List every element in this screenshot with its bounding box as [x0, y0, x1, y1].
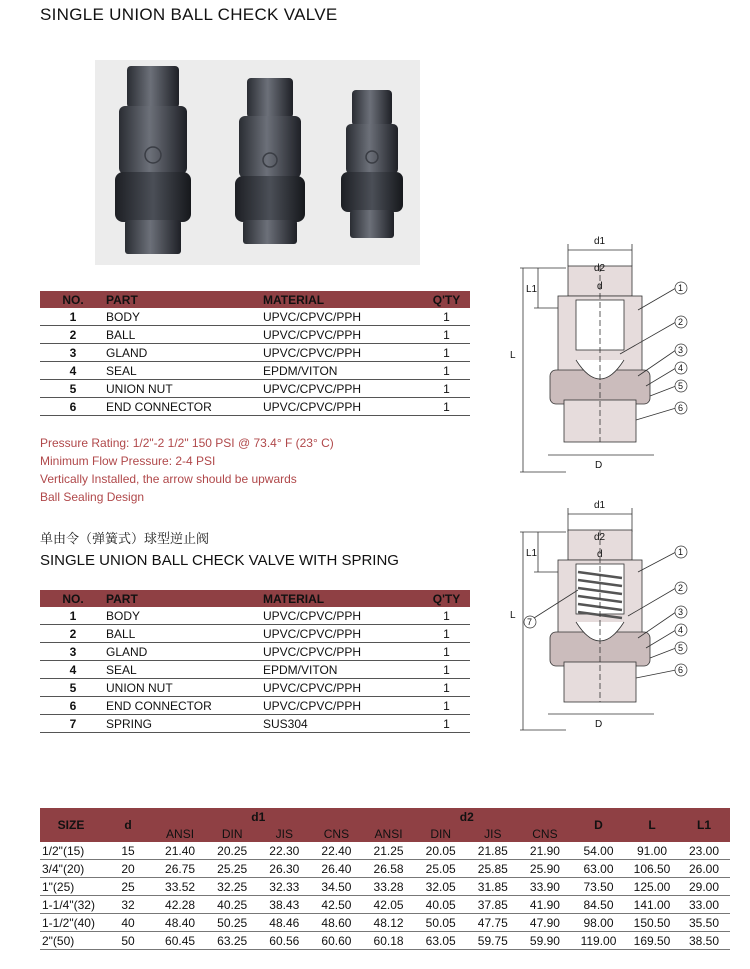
label-d: d — [597, 281, 603, 292]
cell-d2-ansi: 60.18 — [363, 932, 415, 950]
cell-L1: 38.50 — [678, 932, 730, 950]
svg-text:2: 2 — [678, 317, 684, 327]
cell-d2-cns: 25.90 — [519, 860, 571, 878]
cell-d2-jis: 21.85 — [467, 842, 519, 860]
table-row — [40, 607, 470, 625]
table-row — [40, 715, 470, 733]
cell-size: 3/4"(20) — [40, 860, 102, 878]
cell-d1-ansi: 60.45 — [154, 932, 206, 950]
table-row — [40, 932, 730, 950]
part-material: UPVC/CPVC/PPH — [263, 380, 423, 398]
part-material: UPVC/CPVC/PPH — [263, 344, 423, 362]
table-row — [40, 842, 730, 860]
part-qty: 1 — [423, 661, 470, 679]
cell-L1: 33.00 — [678, 896, 730, 914]
cross-section-drawing — [498, 230, 738, 480]
cell-d1-cns: 22.40 — [310, 842, 362, 860]
col-no: NO. — [40, 291, 106, 308]
svg-text:3: 3 — [678, 607, 684, 617]
part-no: 2 — [40, 326, 106, 344]
cell-L: 141.00 — [626, 896, 678, 914]
cell-d2-jis: 59.75 — [467, 932, 519, 950]
cell-d1-jis: 26.30 — [258, 860, 310, 878]
col-qty: Q'TY — [423, 291, 470, 308]
col-L: L — [626, 808, 678, 842]
label-d2: d2 — [594, 263, 606, 274]
part-no: 6 — [40, 697, 106, 715]
cell-d: 50 — [102, 932, 154, 950]
cell-d2-din: 20.05 — [415, 842, 467, 860]
part-name: BODY — [106, 308, 263, 326]
table-row — [40, 697, 470, 715]
part-material: UPVC/CPVC/PPH — [263, 398, 423, 416]
part-name: GLAND — [106, 344, 263, 362]
cell-D: 119.00 — [571, 932, 626, 950]
part-name: UNION NUT — [106, 380, 263, 398]
cell-L: 150.50 — [626, 914, 678, 932]
part-no: 1 — [40, 308, 106, 326]
col-d: d — [102, 808, 154, 842]
table-row — [40, 625, 470, 643]
parts-table-2 — [40, 590, 470, 733]
cell-d: 20 — [102, 860, 154, 878]
label-L1: L1 — [526, 284, 538, 295]
section-title-zh: 单由令（弹簧式）球型逆止阀 — [40, 531, 210, 546]
part-material: UPVC/CPVC/PPH — [263, 679, 423, 697]
table-row — [40, 860, 730, 878]
cell-L: 106.50 — [626, 860, 678, 878]
cell-d: 40 — [102, 914, 154, 932]
part-material: EPDM/VITON — [263, 661, 423, 679]
part-name: END CONNECTOR — [106, 697, 263, 715]
sub-cns: CNS — [519, 825, 571, 842]
part-qty: 1 — [423, 308, 470, 326]
col-material: MATERIAL — [263, 291, 423, 308]
part-qty: 1 — [423, 326, 470, 344]
product-photo — [95, 60, 420, 265]
cell-size: 1"(25) — [40, 878, 102, 896]
table-row — [40, 914, 730, 932]
note-install: Vertically Installed, the arrow should be upwards — [40, 472, 297, 486]
col-part: PART — [106, 590, 263, 607]
cell-D: 98.00 — [571, 914, 626, 932]
parts-table-header — [40, 590, 470, 607]
label-d2: d2 — [594, 532, 606, 543]
part-no: 5 — [40, 679, 106, 697]
cell-d1-cns: 34.50 — [310, 878, 362, 896]
table-row — [40, 643, 470, 661]
svg-text:1: 1 — [678, 547, 684, 557]
table-row — [40, 878, 730, 896]
svg-text:4: 4 — [678, 363, 684, 373]
sub-jis: JIS — [258, 825, 310, 842]
col-d1: d1 — [154, 808, 363, 825]
cell-d1-cns: 26.40 — [310, 860, 362, 878]
cell-size: 1-1/2"(40) — [40, 914, 102, 932]
label-D: D — [595, 460, 603, 471]
cell-D: 63.00 — [571, 860, 626, 878]
sub-din: DIN — [415, 825, 467, 842]
cell-d1-cns: 48.60 — [310, 914, 362, 932]
col-size: SIZE — [40, 808, 102, 842]
cell-d: 25 — [102, 878, 154, 896]
label-d1: d1 — [594, 500, 606, 511]
note-sealing: Ball Sealing Design — [40, 490, 145, 504]
cell-L: 169.50 — [626, 932, 678, 950]
valve-medium — [235, 78, 305, 244]
cell-d1-din: 50.25 — [206, 914, 258, 932]
cell-d2-din: 50.05 — [415, 914, 467, 932]
cell-d2-din: 40.05 — [415, 896, 467, 914]
cell-d2-din: 25.05 — [415, 860, 467, 878]
col-part: PART — [106, 291, 263, 308]
table-row — [40, 661, 470, 679]
notes — [40, 434, 334, 506]
part-no: 1 — [40, 607, 106, 625]
label-L1: L1 — [526, 548, 538, 559]
svg-text:1: 1 — [678, 283, 684, 293]
part-no: 4 — [40, 362, 106, 380]
cell-d: 32 — [102, 896, 154, 914]
parts-table-header — [40, 291, 470, 308]
part-name: UNION NUT — [106, 679, 263, 697]
cell-L: 125.00 — [626, 878, 678, 896]
part-qty: 1 — [423, 362, 470, 380]
col-qty: Q'TY — [423, 590, 470, 607]
part-name: GLAND — [106, 643, 263, 661]
svg-text:7: 7 — [527, 617, 533, 627]
svg-text:6: 6 — [678, 403, 684, 413]
label-d1: d1 — [594, 236, 606, 247]
part-no: 2 — [40, 625, 106, 643]
cell-size: 1/2"(15) — [40, 842, 102, 860]
cell-d1-ansi: 48.40 — [154, 914, 206, 932]
svg-text:5: 5 — [678, 381, 684, 391]
part-material: UPVC/CPVC/PPH — [263, 643, 423, 661]
cell-d2-ansi: 33.28 — [363, 878, 415, 896]
cell-L1: 35.50 — [678, 914, 730, 932]
cell-d1-din: 32.25 — [206, 878, 258, 896]
part-material: UPVC/CPVC/PPH — [263, 326, 423, 344]
part-name: SPRING — [106, 715, 263, 733]
table-row — [40, 344, 470, 362]
cell-d1-cns: 60.60 — [310, 932, 362, 950]
sub-ansi: ANSI — [363, 825, 415, 842]
cell-d2-din: 32.05 — [415, 878, 467, 896]
part-material: UPVC/CPVC/PPH — [263, 607, 423, 625]
sub-cns: CNS — [310, 825, 362, 842]
parts-table-1 — [40, 291, 470, 416]
part-name: SEAL — [106, 661, 263, 679]
part-no: 7 — [40, 715, 106, 733]
section-title: SINGLE UNION BALL CHECK VALVE WITH SPRING — [40, 552, 399, 569]
part-name: END CONNECTOR — [106, 398, 263, 416]
cell-d1-ansi: 42.28 — [154, 896, 206, 914]
sub-din: DIN — [206, 825, 258, 842]
valve-large — [115, 66, 191, 254]
part-name: BODY — [106, 607, 263, 625]
cell-d2-ansi: 48.12 — [363, 914, 415, 932]
part-material: UPVC/CPVC/PPH — [263, 625, 423, 643]
col-material: MATERIAL — [263, 590, 423, 607]
cell-d1-jis: 38.43 — [258, 896, 310, 914]
col-L1: L1 — [678, 808, 730, 842]
sub-ansi: ANSI — [154, 825, 206, 842]
label-d: d — [597, 549, 603, 560]
cell-d1-din: 25.25 — [206, 860, 258, 878]
cell-d2-din: 63.05 — [415, 932, 467, 950]
svg-text:3: 3 — [678, 345, 684, 355]
sub-jis: JIS — [467, 825, 519, 842]
dimensions-table — [40, 808, 730, 950]
part-qty: 1 — [423, 715, 470, 733]
cell-d1-ansi: 26.75 — [154, 860, 206, 878]
part-qty: 1 — [423, 607, 470, 625]
svg-text:2: 2 — [678, 583, 684, 593]
part-qty: 1 — [423, 625, 470, 643]
part-qty: 1 — [423, 344, 470, 362]
part-no: 3 — [40, 344, 106, 362]
cell-d2-cns: 21.90 — [519, 842, 571, 860]
cell-d1-cns: 42.50 — [310, 896, 362, 914]
cell-d2-jis: 47.75 — [467, 914, 519, 932]
note-pressure-rating: Pressure Rating: 1/2"-2 1/2" 150 PSI @ 73.4° F (23° C) — [40, 436, 334, 450]
cell-d2-cns: 41.90 — [519, 896, 571, 914]
cell-D: 73.50 — [571, 878, 626, 896]
cell-d2-jis: 31.85 — [467, 878, 519, 896]
table-row — [40, 398, 470, 416]
cell-d1-ansi: 21.40 — [154, 842, 206, 860]
part-qty: 1 — [423, 398, 470, 416]
cell-d1-jis: 22.30 — [258, 842, 310, 860]
cell-d2-ansi: 42.05 — [363, 896, 415, 914]
part-qty: 1 — [423, 697, 470, 715]
part-no: 5 — [40, 380, 106, 398]
cell-D: 84.50 — [571, 896, 626, 914]
table-row — [40, 896, 730, 914]
table-row — [40, 362, 470, 380]
col-d2: d2 — [363, 808, 572, 825]
cell-d2-cns: 47.90 — [519, 914, 571, 932]
cell-d1-jis: 48.46 — [258, 914, 310, 932]
cell-d1-jis: 60.56 — [258, 932, 310, 950]
part-name: SEAL — [106, 362, 263, 380]
part-name: BALL — [106, 625, 263, 643]
part-no: 3 — [40, 643, 106, 661]
cell-d1-din: 20.25 — [206, 842, 258, 860]
cell-D: 54.00 — [571, 842, 626, 860]
cell-d1-ansi: 33.52 — [154, 878, 206, 896]
part-qty: 1 — [423, 643, 470, 661]
cell-d2-jis: 37.85 — [467, 896, 519, 914]
cell-L: 91.00 — [626, 842, 678, 860]
table-row — [40, 679, 470, 697]
table-row — [40, 326, 470, 344]
svg-text:5: 5 — [678, 643, 684, 653]
cell-size: 2"(50) — [40, 932, 102, 950]
part-no: 4 — [40, 661, 106, 679]
cell-size: 1-1/4"(32) — [40, 896, 102, 914]
cell-d1-jis: 32.33 — [258, 878, 310, 896]
cell-L1: 29.00 — [678, 878, 730, 896]
cell-d2-jis: 25.85 — [467, 860, 519, 878]
part-material: EPDM/VITON — [263, 362, 423, 380]
valve-small — [341, 90, 403, 238]
cell-d2-cns: 33.90 — [519, 878, 571, 896]
cell-d2-cns: 59.90 — [519, 932, 571, 950]
label-L: L — [510, 350, 516, 361]
svg-text:4: 4 — [678, 625, 684, 635]
cell-d1-din: 40.25 — [206, 896, 258, 914]
table-row — [40, 308, 470, 326]
part-qty: 1 — [423, 380, 470, 398]
cell-d2-ansi: 26.58 — [363, 860, 415, 878]
note-min-flow: Minimum Flow Pressure: 2-4 PSI — [40, 454, 216, 468]
part-qty: 1 — [423, 679, 470, 697]
part-name: BALL — [106, 326, 263, 344]
part-material: UPVC/CPVC/PPH — [263, 308, 423, 326]
cell-L1: 23.00 — [678, 842, 730, 860]
svg-text:6: 6 — [678, 665, 684, 675]
col-D: D — [571, 808, 626, 842]
page-title: SINGLE UNION BALL CHECK VALVE — [40, 5, 338, 24]
cell-d: 15 — [102, 842, 154, 860]
part-no: 6 — [40, 398, 106, 416]
cell-d2-ansi: 21.25 — [363, 842, 415, 860]
cell-L1: 26.00 — [678, 860, 730, 878]
cell-d1-din: 63.25 — [206, 932, 258, 950]
part-material: SUS304 — [263, 715, 423, 733]
part-material: UPVC/CPVC/PPH — [263, 697, 423, 715]
cross-section-drawing-spring — [498, 498, 738, 743]
label-L: L — [510, 610, 516, 621]
col-no: NO. — [40, 590, 106, 607]
table-row — [40, 380, 470, 398]
label-D: D — [595, 719, 603, 730]
